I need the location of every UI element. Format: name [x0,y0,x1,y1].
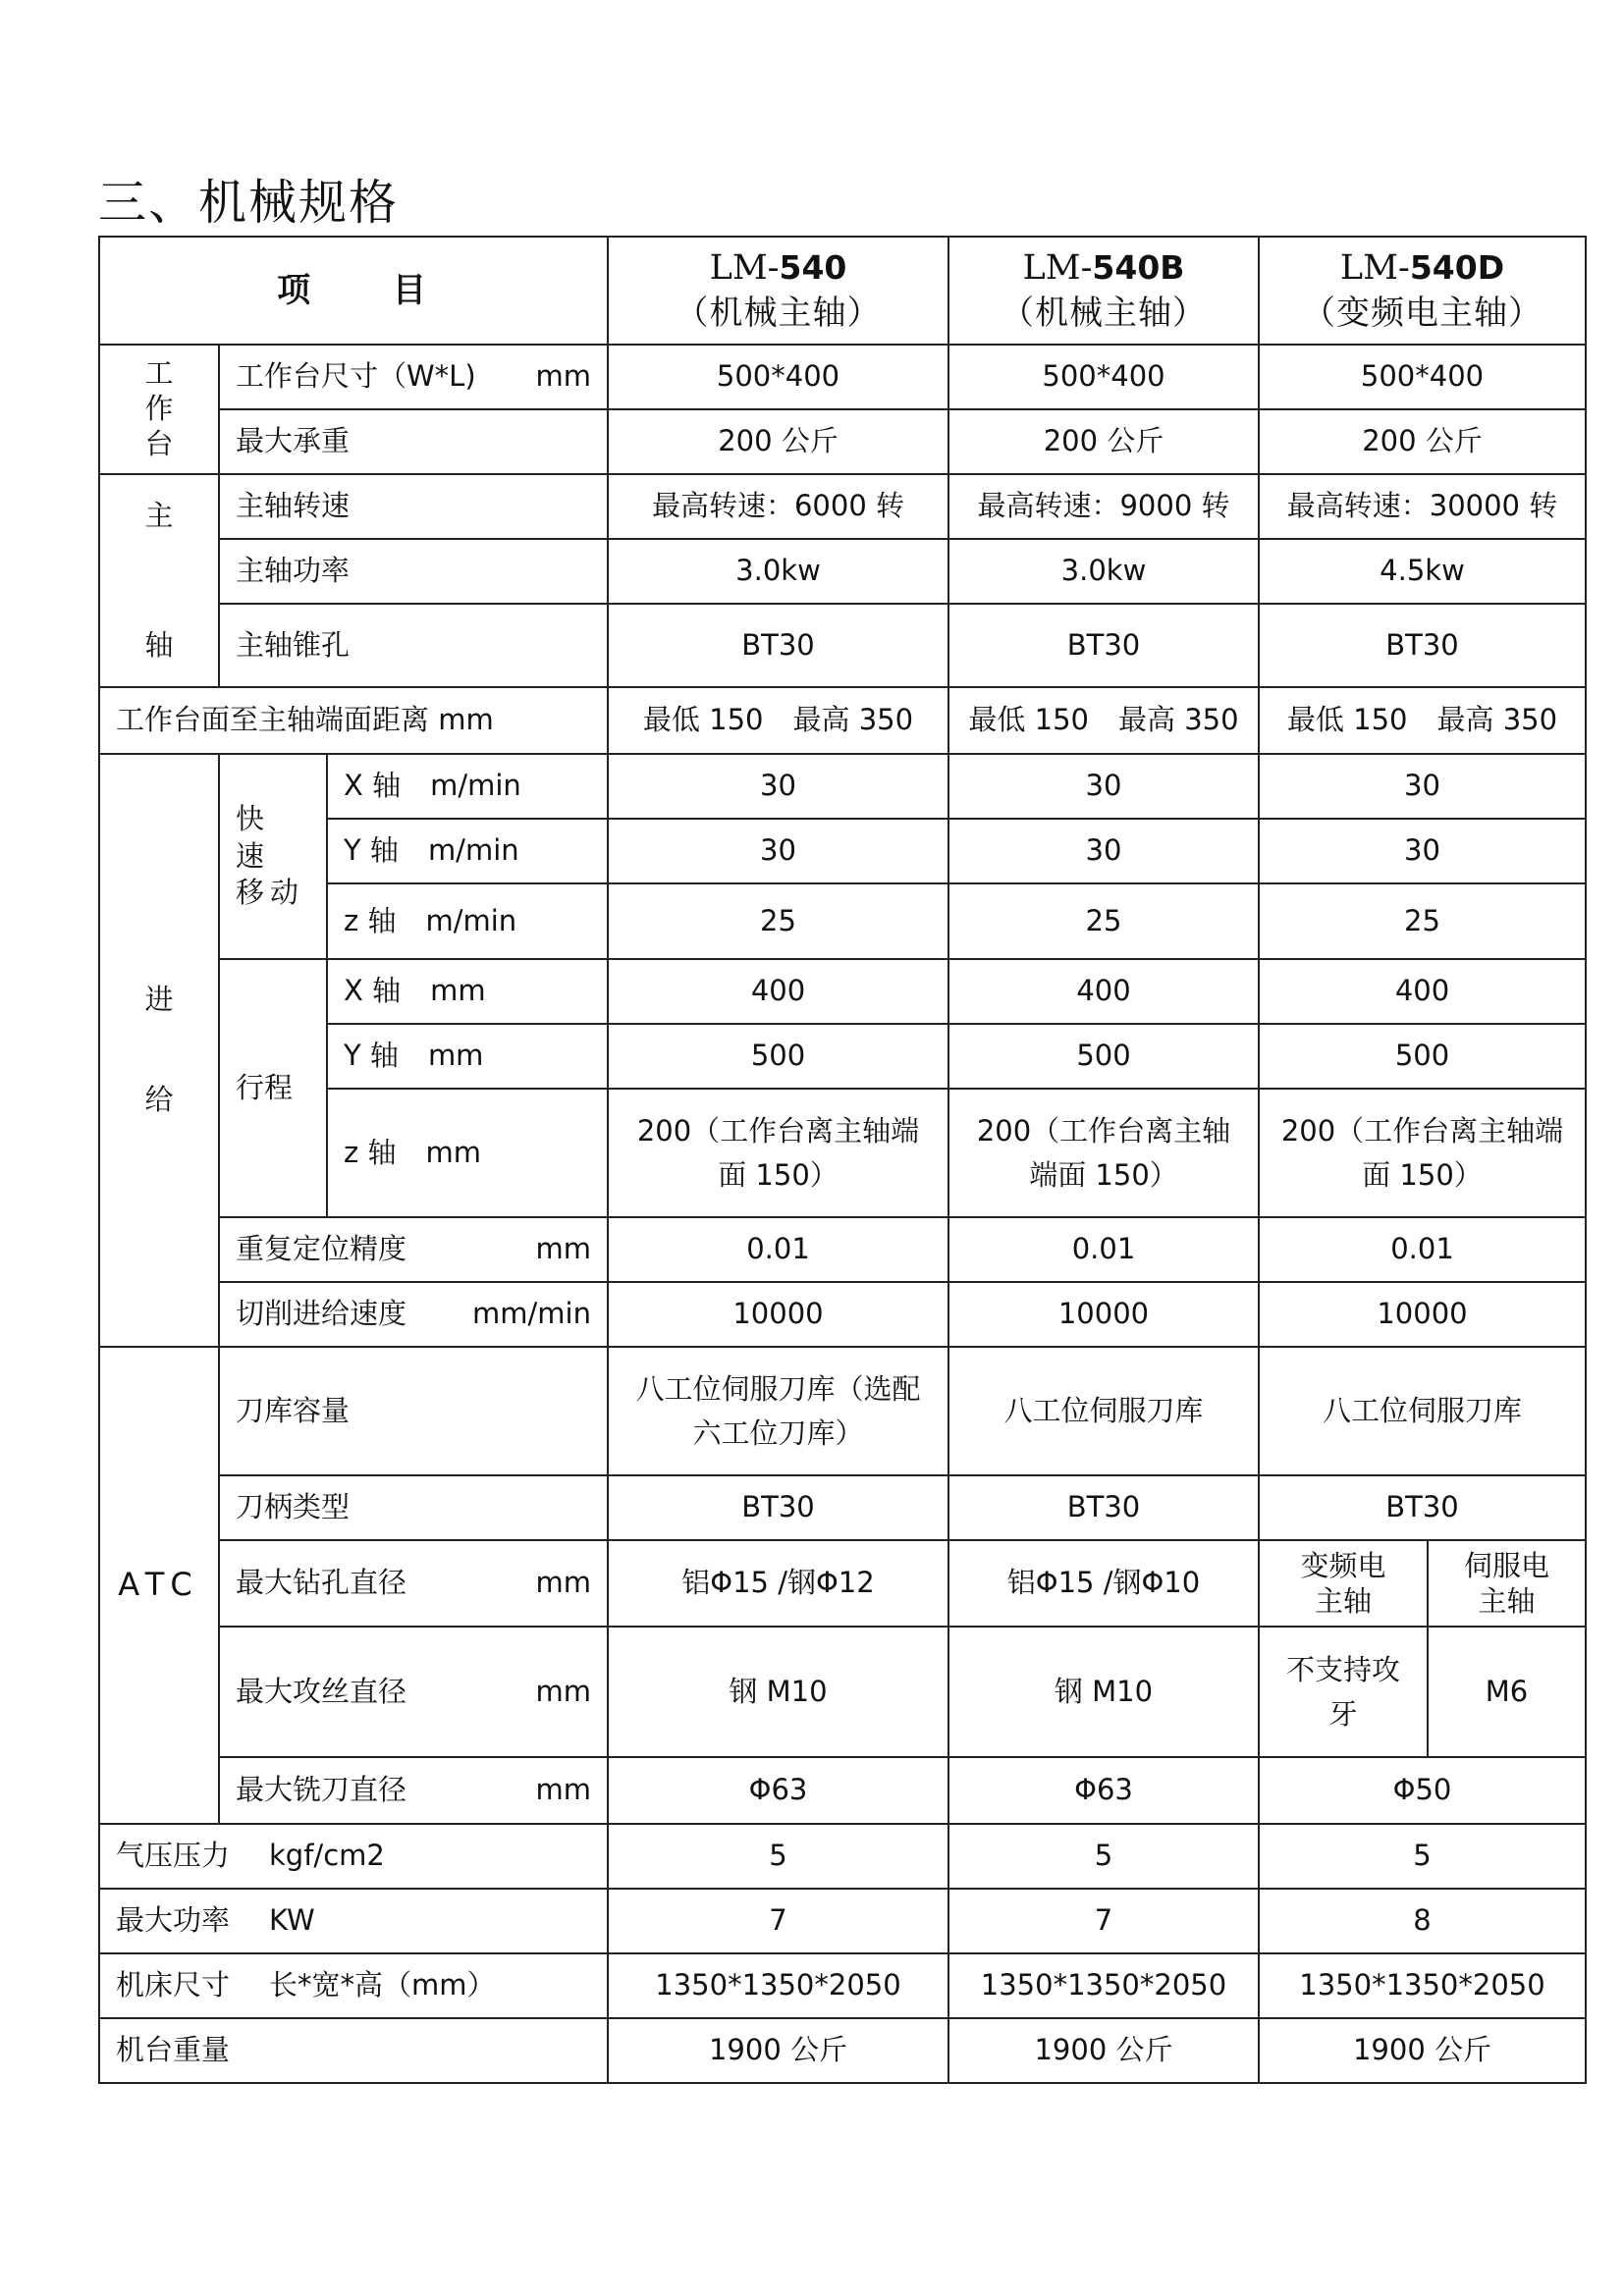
row-label: 最大攻丝直径 mm [219,1627,608,1757]
cell-value: 10000 [948,1282,1259,1347]
group-spindle-top: 主 [144,498,174,532]
row-label: 最大功率 KW [99,1889,608,1953]
cell-value: 1350*1350*2050 [1259,1953,1586,2018]
cell-value: BT30 [608,1475,948,1540]
model-code: 540 [779,248,847,288]
row-label: Y 轴 m/min [327,819,608,883]
group-feed-bottom: 给 [144,1083,174,1117]
table-row [99,754,1586,819]
cell-value: 200（工作台离主轴端面 150） [608,1089,948,1217]
cell-value: 钢 M10 [608,1627,948,1757]
model-sub: （机械主轴） [1001,293,1207,333]
model-prefix: LM- [1339,248,1410,289]
cell-value: 7 [948,1889,1259,1953]
row-label: 主轴转速 [219,474,608,539]
cell-value: 30 [608,819,948,883]
table-row [99,604,1586,687]
table-row [99,409,1586,474]
cell-value: BT30 [608,604,948,687]
group-spindle [99,474,219,687]
row-label: z 轴 m/min [327,883,608,959]
cell-value-split: 不支持攻牙 [1259,1627,1428,1757]
cell-value: 1350*1350*2050 [948,1953,1259,2018]
table-row [99,687,1586,754]
group-worktable: 工作台 [99,345,219,474]
table-row [99,1757,1586,1824]
table-row [99,539,1586,604]
cell-value: 0.01 [948,1217,1259,1282]
row-label: 机床尺寸 长*宽*高（mm） [99,1953,608,2018]
row-label: 工作台尺寸（W*L) mm [219,345,608,409]
cell-value: 1350*1350*2050 [608,1953,948,2018]
header-model-2 [948,237,1259,345]
cell-value: 30 [1259,754,1586,819]
row-label: 刀库容量 [219,1347,608,1475]
model-prefix: LM- [709,248,780,289]
table-row [99,1217,1586,1282]
cell-value: 1900 公斤 [608,2018,948,2083]
cell-value: 30 [948,819,1259,883]
cell-value: 30 [608,754,948,819]
cell-value: BT30 [1259,604,1586,687]
table-row [99,1824,1586,1889]
group-feed [99,754,219,1347]
cell-value: 最低 150 最高 350 [948,687,1259,754]
table-row [99,1540,1586,1627]
cell-value: 400 [948,959,1259,1024]
row-label: 最大承重 [219,409,608,474]
cell-value: Φ63 [948,1757,1259,1824]
cell-value: 500 [1259,1024,1586,1089]
header-model-3 [1259,237,1586,345]
header-item: 项 目 [99,237,608,345]
cell-value: 最高转速：9000 转 [948,474,1259,539]
cell-value: 500*400 [1259,345,1586,409]
table-row [99,1475,1586,1540]
cell-value: 200（工作台离主轴端面 150） [1259,1089,1586,1217]
cell-value: BT30 [948,1475,1259,1540]
cell-value: 4.5kw [1259,539,1586,604]
cell-value: 最低 150 最高 350 [1259,687,1586,754]
cell-value-split: 伺服电主轴 [1428,1540,1586,1627]
cell-value-split: 变频电主轴 [1259,1540,1428,1627]
cell-value: Φ63 [608,1757,948,1824]
subgroup-rapid: 快 速 移动 [219,754,327,959]
group-spindle-bottom: 轴 [144,627,174,662]
cell-value: 八工位伺服刀库（选配六工位刀库） [608,1347,948,1475]
row-label: 切削进给速度 mm/min [219,1282,608,1347]
cell-value: BT30 [1259,1475,1586,1540]
cell-value: 200 公斤 [1259,409,1586,474]
cell-value: 500*400 [608,345,948,409]
table-header-row [99,237,1586,345]
header-model-1 [608,237,948,345]
row-label: X 轴 m/min [327,754,608,819]
group-atc: ATC [99,1347,219,1824]
cell-value: 25 [948,883,1259,959]
section-title: 三、机械规格 [98,175,400,231]
cell-value-split: M6 [1428,1627,1586,1757]
row-label: 主轴功率 [219,539,608,604]
cell-value: 30 [948,754,1259,819]
row-label: 最大铣刀直径 mm [219,1757,608,1824]
row-label: 刀柄类型 [219,1475,608,1540]
model-code: 540D [1409,248,1505,288]
table-row [99,474,1586,539]
cell-value: 10000 [608,1282,948,1347]
cell-value: 铝Φ15 /钢Φ12 [608,1540,948,1627]
cell-value: 铝Φ15 /钢Φ10 [948,1540,1259,1627]
cell-value: 10000 [1259,1282,1586,1347]
table-row [99,1953,1586,2018]
cell-value: 1900 公斤 [948,2018,1259,2083]
row-label: 工作台面至主轴端面距离 mm [99,687,608,754]
row-label: X 轴 mm [327,959,608,1024]
model-sub: （变频电主轴） [1302,293,1543,333]
row-label: 最大钻孔直径 mm [219,1540,608,1627]
cell-value: 30 [1259,819,1586,883]
cell-value: 八工位伺服刀库 [1259,1347,1586,1475]
table-row [99,1347,1586,1475]
cell-value: 5 [948,1824,1259,1889]
table-row [99,345,1586,409]
cell-value: 25 [1259,883,1586,959]
model-sub: （机械主轴） [675,293,882,333]
subgroup-travel: 行程 [219,959,327,1217]
cell-value: 0.01 [608,1217,948,1282]
row-label: 气压压力 kgf/cm2 [99,1824,608,1889]
cell-value: 八工位伺服刀库 [948,1347,1259,1475]
cell-value: BT30 [948,604,1259,687]
cell-value: 500 [948,1024,1259,1089]
cell-value: 25 [608,883,948,959]
cell-value: 400 [608,959,948,1024]
cell-value: 最高转速：30000 转 [1259,474,1586,539]
table-row [99,1889,1586,1953]
cell-value: 500*400 [948,345,1259,409]
cell-value: 7 [608,1889,948,1953]
row-label: 主轴锥孔 [219,604,608,687]
cell-value: 5 [1259,1824,1586,1889]
group-feed-top: 进 [144,983,174,1016]
row-label: Y 轴 mm [327,1024,608,1089]
cell-value: 3.0kw [608,539,948,604]
model-prefix: LM- [1022,248,1093,289]
cell-value: 5 [608,1824,948,1889]
cell-value: 500 [608,1024,948,1089]
row-label: 机台重量 [99,2018,608,2083]
cell-value: 1900 公斤 [1259,2018,1586,2083]
spec-table [98,236,1587,2084]
cell-value: 200（工作台离主轴端面 150） [948,1089,1259,1217]
table-row [99,959,1586,1024]
row-label: 重复定位精度 mm [219,1217,608,1282]
cell-value: 钢 M10 [948,1627,1259,1757]
cell-value: 最低 150 最高 350 [608,687,948,754]
model-code: 540B [1092,248,1185,288]
cell-value: 最高转速：6000 转 [608,474,948,539]
cell-value: 200 公斤 [608,409,948,474]
cell-value: 0.01 [1259,1217,1586,1282]
cell-value: 8 [1259,1889,1586,1953]
row-label: z 轴 mm [327,1089,608,1217]
table-row [99,1627,1586,1757]
cell-value: 400 [1259,959,1586,1024]
cell-value: Φ50 [1259,1757,1586,1824]
cell-value: 3.0kw [948,539,1259,604]
cell-value: 200 公斤 [948,409,1259,474]
table-row [99,2018,1586,2083]
table-row [99,1282,1586,1347]
